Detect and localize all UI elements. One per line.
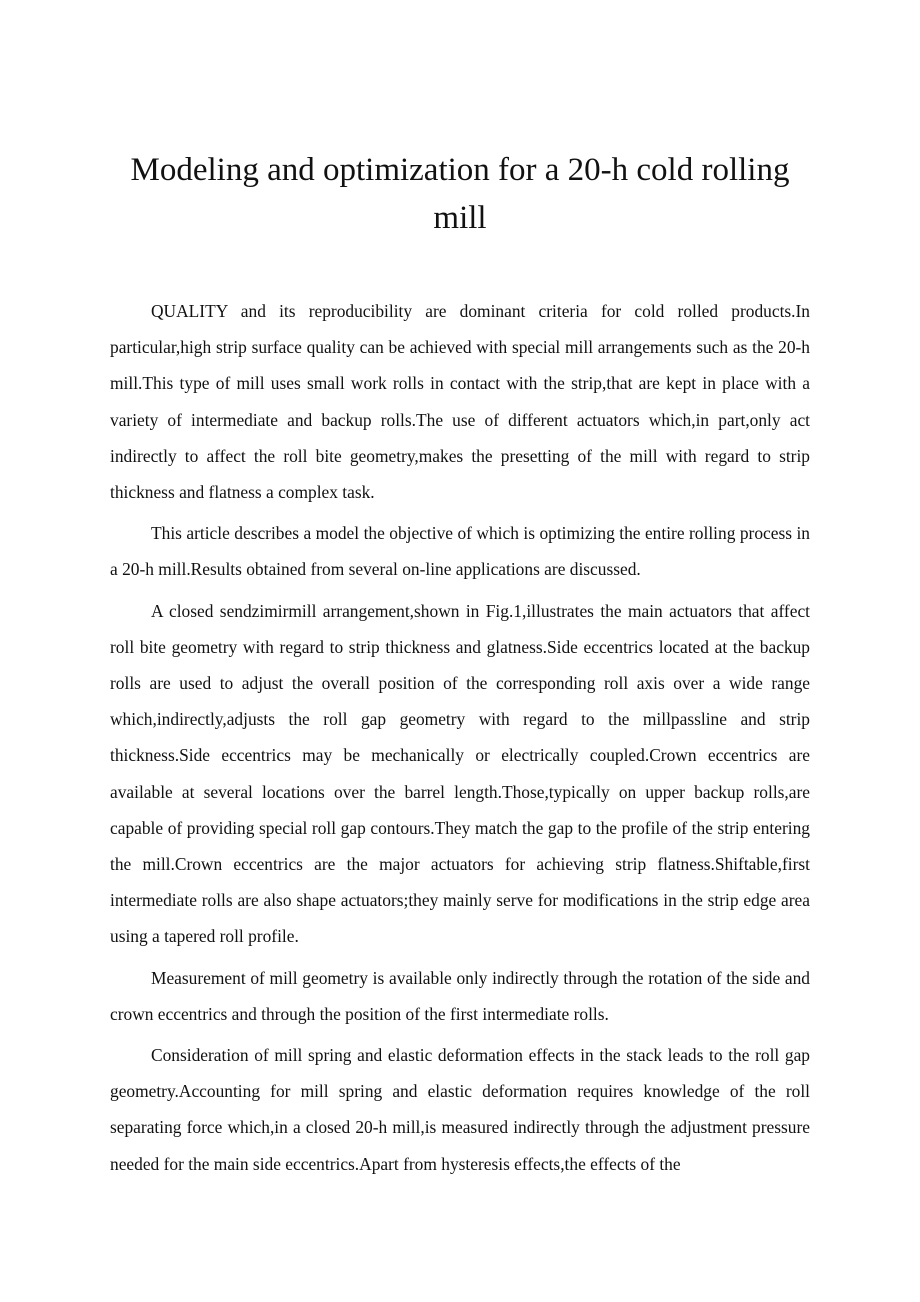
- document-title: Modeling and optimization for a 20-h cold rolling mill: [130, 152, 790, 236]
- document-body: [110, 293, 810, 1187]
- paragraph-intro: QUALITY and its reproducibility are dominant criteria for cold rolled products.In particular,high strip surface quality can be achieved with special mill arrangements such as the 20-h mill.This type of mill uses small work rolls in contact with the strip,that are kept in place with a variety of intermediate and backup rolls.The use of different actuators which,in part,only act indirectly to affect the roll bite geometry,makes the presetting of the mill with regard to strip thickness and flatness a complex task.: [110, 301, 810, 503]
- paragraph-mill-arrangement: A closed sendzimirmill arrangement,shown in Fig.1,illustrates the main actuators that affect roll bite geometry with regard to strip thickness and glatness.Side eccentrics located at the backup rolls are used to adjust the overall position of the corresponding roll axis over a wide range which,indirectly,adjusts the roll gap geometry with regard to the millpassline and strip thickness.Side eccentrics may be mechanically or electrically coupled.Crown eccentrics are available at several locations over the barrel length.Those,typically on upper backup rolls,are capable of providing special roll gap contours.They match the gap to the profile of the strip entering the mill.Crown eccentrics are the major actuators for achieving strip flatness.Shiftable,first intermediate rolls are also shape actuators;they mainly serve for modifications in the strip edge area using a tapered roll profile.: [110, 600, 810, 947]
- paragraph-mill-spring: Consideration of mill spring and elastic deformation effects in the stack leads to the roll gap geometry.Accounting for mill spring and elastic deformation requires knowledge of the roll separating force which,in a closed 20-h mill,is measured indirectly through the adjustment pressure needed for the main side eccentrics.Apart from hysteresis effects,the effects of the: [110, 1045, 810, 1174]
- paragraph-objective: This article describes a model the objective of which is optimizing the entire rolling process in a 20-h mill.Results obtained from several on-line applications are discussed.: [110, 523, 810, 580]
- paragraph-measurement: Measurement of mill geometry is available only indirectly through the rotation of the side and crown eccentrics and through the position of the first intermediate rolls.: [110, 967, 810, 1024]
